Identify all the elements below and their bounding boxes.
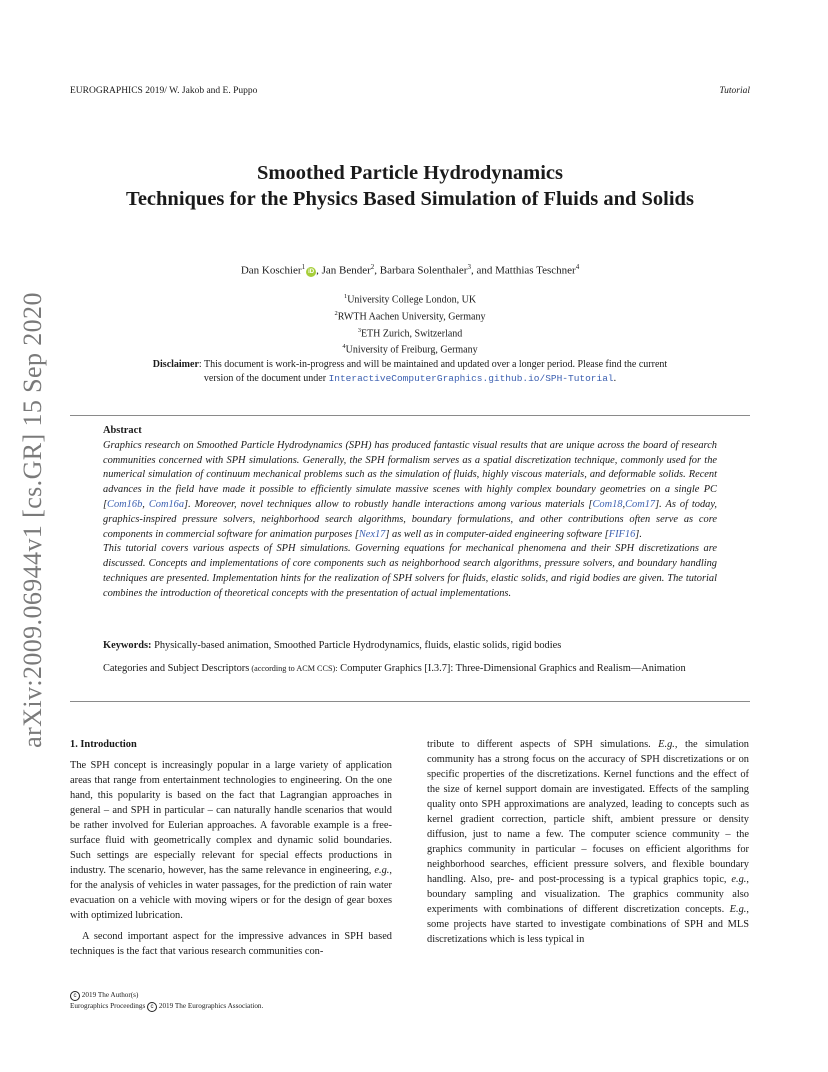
abstract: [103, 424, 717, 602]
keywords: [103, 639, 717, 653]
citation-link[interactable]: Com17: [625, 498, 656, 510]
author-affil-mark: 2: [370, 263, 375, 271]
body-text-italic: E.g.: [658, 739, 675, 750]
affil-text: University of Freiburg, Germany: [345, 344, 478, 356]
affil-mark: 4: [342, 343, 346, 351]
acm-categories: [103, 661, 717, 676]
body-text: tribute to different aspects of SPH simulations.: [427, 739, 659, 750]
author-list: [70, 263, 750, 277]
affil-mark: 3: [357, 326, 361, 334]
body-column-left: [70, 737, 392, 959]
author-affil-mark: 1: [301, 263, 306, 271]
categories-note: (according to ACM CCS):: [249, 664, 338, 673]
author-name: Matthias Teschner: [495, 264, 576, 277]
title-line-2: Techniques for the Physics Based Simulation of Fluids and Solids: [126, 188, 694, 210]
affiliations: [70, 290, 750, 357]
arxiv-sidebar: [4, 285, 62, 755]
author-affil-mark: 4: [575, 263, 580, 271]
abstract-text: ]. As of today, graphics-inspired pressure solvers, neighborhood search algorithms, boundary formulations, and other contributions often serve as core components in commercial software for animation purposes [: [103, 498, 717, 540]
orcid-icon[interactable]: iD: [308, 268, 315, 275]
keywords-text: Physically-based animation, Smoothed Particle Hydrodynamics, fluids, elastic solids, rigid bodies: [151, 640, 562, 651]
keywords-label: Keywords:: [103, 640, 152, 651]
author-name: Barbara Solenthaler: [379, 264, 468, 277]
body-text: , boundary sampling and visualization. The graphics community also experiments with combinations of different discretization concepts.: [427, 874, 749, 915]
citation-link[interactable]: Com16a: [148, 498, 185, 510]
abstract-paragraph-2: This tutorial covers various aspects of SPH simulations. Governing equations for mechanical phenomena and their SPH discretizations are discussed. Concepts and implementations of core components such as neighborhood search algorithms, pressure solvers, and boundary handling techniques are presented. Implementation hints for the realization of SPH solvers for fluids, elastic solids, and rigid bodies are given. The tutorial combines the introduction of theoretical concepts with the presentation of actual implementations.: [103, 543, 717, 599]
copyright-icon: c: [147, 1002, 157, 1012]
affil-text: ETH Zurich, Switzerland: [360, 327, 463, 339]
citation-link[interactable]: Com18: [592, 498, 623, 510]
body-column-right: [427, 737, 749, 947]
author-name: Dan Koschier: [240, 264, 302, 277]
citation-sep: ,: [622, 498, 626, 510]
affiliation: [70, 324, 750, 341]
author-name: Jan Bender: [321, 264, 371, 277]
paper-title: [70, 160, 750, 212]
footer-text: Eurographics Proceedings: [70, 1002, 148, 1010]
affiliation: [70, 307, 750, 324]
citation-sep: ,: [142, 498, 149, 510]
affil-mark: 2: [334, 309, 338, 317]
disclaimer-label: Disclaimer: [152, 359, 199, 370]
affil-mark: 1: [343, 293, 348, 300]
tutorial-url-link[interactable]: InteractiveComputerGraphics.github.io/SPH-Tutorial: [328, 373, 614, 384]
section-heading: 1. Introduction: [70, 739, 137, 750]
footer-line-1: [70, 990, 263, 1001]
running-header-left: EUROGRAPHICS 2019/ W. Jakob and E. Puppo: [70, 86, 258, 96]
categories-label: Categories and Subject Descriptors: [103, 663, 250, 674]
divider-bottom: [70, 701, 750, 702]
affiliation: [70, 340, 750, 357]
affiliation: [70, 290, 750, 307]
body-text: , for the analysis of vehicles in water passages, for the prediction of rain water evacuation on a vehicle with moving wipers or for the design of gear boxes with optimized lubrication.: [70, 865, 392, 921]
disclaimer-end: .: [613, 373, 617, 384]
citation-link[interactable]: FIF16: [608, 528, 636, 540]
footer-text: 2019 The Eurographics Association.: [157, 1002, 264, 1010]
author-separator: ,: [374, 264, 380, 277]
citation-link[interactable]: Com16b: [107, 498, 143, 510]
categories-text: Computer Graphics [I.3.7]: Three-Dimensional Graphics and Realism—Animation: [337, 663, 686, 674]
abstract-text: ].: [635, 528, 642, 540]
divider-top: [70, 415, 750, 416]
footer-text: 2019 The Author(s): [80, 991, 139, 999]
page-footer: [70, 990, 263, 1012]
title-line-1: Smoothed Particle Hydrodynamics: [257, 162, 563, 184]
abstract-paragraph-1: [103, 439, 717, 543]
disclaimer-text: : This document is work-in-progress and will be maintained and updated over a longer period. Please find the current version of the document under: [198, 359, 668, 384]
abstract-text: ] as well as in computer-aided engineering software [: [385, 528, 609, 540]
copyright-icon: c: [70, 991, 80, 1001]
footer-line-2: [70, 1001, 263, 1012]
author-separator: , and: [470, 264, 496, 277]
affil-text: University College London, UK: [347, 294, 477, 306]
abstract-text: ]. Moreover, novel techniques allow to robustly handle interactions among various materials [: [184, 498, 593, 510]
body-paragraph: [70, 758, 392, 923]
body-text: , some projects have started to investigate combinations of SPH and MLS discretizations which is less typical in: [427, 904, 749, 945]
citation-link[interactable]: Nex17: [358, 528, 386, 540]
abstract-heading: Abstract: [103, 425, 142, 436]
body-text: The SPH concept is increasingly popular in a large variety of application areas that range from entertainment technologies to engineering. On the one hand, this popularity is based on the fact that Lagrangian approaches in general – and SPH in particular – can naturally handle scenarios that would be rather involved for Eulerian approaches. A favorable example is a free-surface fluid with geometrically complex and dynamic solid boundaries. Such settings are especially relevant for special effects productions in industry. The scenario, however, has the same relevance in engineering,: [70, 760, 392, 876]
disclaimer: [140, 358, 680, 386]
body-text-italic: E.g.: [729, 904, 747, 915]
running-header-right: Tutorial: [719, 86, 750, 96]
body-text-italic: e.g.: [374, 865, 390, 876]
body-paragraph: A second important aspect for the impressive advances in SPH based techniques is the fact that various research communities con-: [70, 931, 392, 957]
author-separator: ,: [316, 264, 322, 277]
body-paragraph: [427, 737, 749, 947]
affil-text: RWTH Aachen University, Germany: [337, 311, 486, 323]
arxiv-identifier: arXiv:2009.06944v1 [cs.GR] 15 Sep 2020: [18, 292, 47, 748]
body-text-italic: e.g.: [731, 874, 747, 885]
body-text: , the simulation community has a strong focus on the accuracy of SPH discretizations or on specific properties of the discretizations. Kernel functions and the effect of the size of kernel support domain are investigated. Effects of the sampling quality onto SPH approximations are analyzed, leading to concepts such as kernel gradient correction, particle shift, ambient pressure or density diffusion, just to name a few. The computer science community – the graphics community in particular – focuses on efficient algorithms for neighborhood searches, efficient pressure solvers, and flexible boundary handling. Also, pre- and post-processing is a typical graphics topic,: [427, 739, 749, 885]
abstract-text: Graphics research on Smoothed Particle Hydrodynamics (SPH) has produced fantastic visual results that are unique across the board of research communities concerned with SPH simulations. Generally, the SPH formalism serves as a spatial discretization technique, commonly used for the numerical simulation of continuum mechanical problems such as the simulation of fluids, highly viscous materials, and deformable solids. Recent advances in the field have made it possible to efficiently simulate massive scenes with highly complex boundary geometries on a single PC [: [103, 439, 717, 510]
author-affil-mark: 3: [467, 263, 471, 271]
